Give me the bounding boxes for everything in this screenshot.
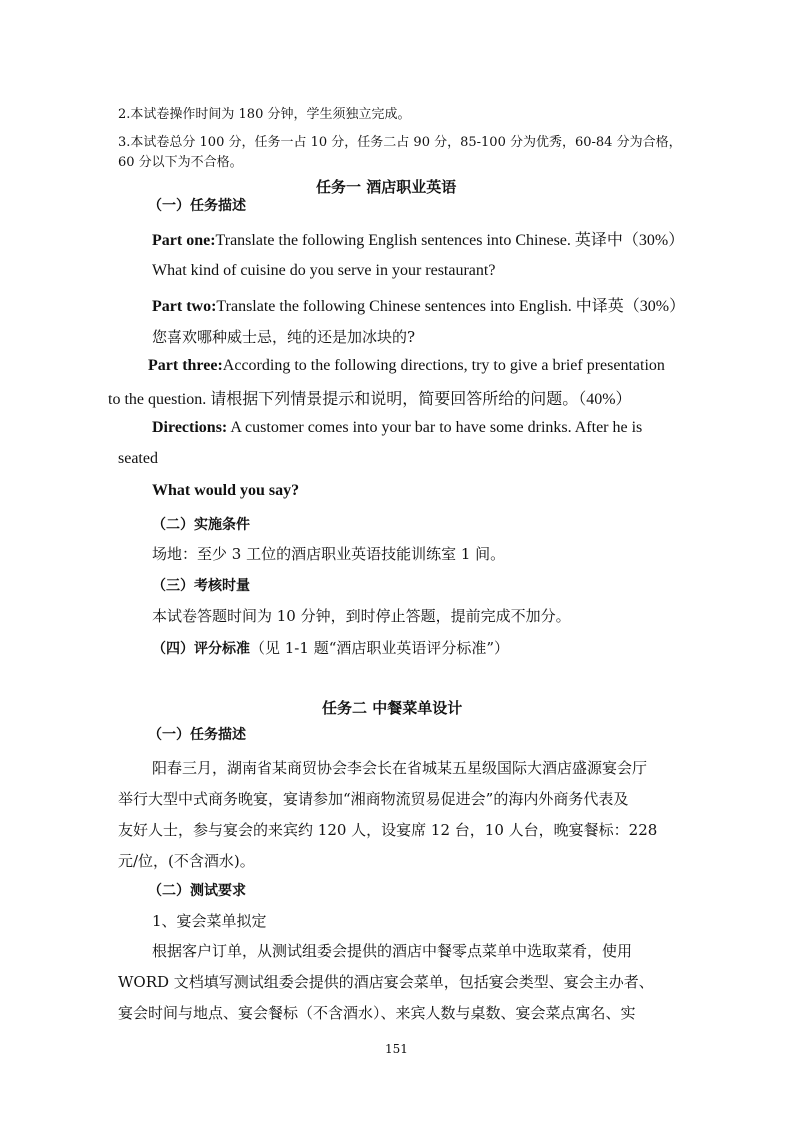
task2-para1-line2: 举行大型中式商务晚宴，宴请参加“湘商物流贸易促进会”的海内外商务代表及 bbox=[118, 790, 629, 808]
task1-part1 bbox=[152, 227, 684, 250]
page-number: 151 bbox=[385, 1042, 408, 1056]
task1-part1-sentence: What kind of cuisine do you serve in your restaurant? bbox=[152, 262, 496, 279]
task1-cond-text: 场地：至少 3 工位的酒店职业英语技能训练室 1 间。 bbox=[152, 545, 506, 563]
task1-score-note: （见 1-1 题“酒店职业英语评分标准”） bbox=[250, 639, 510, 657]
task1-desc-heading: （一）任务描述 bbox=[148, 198, 246, 214]
task1-part2 bbox=[152, 293, 685, 316]
task1-cond-heading: （二）实施条件 bbox=[152, 517, 250, 533]
task1-time-text: 本试卷答题时间为 10 分钟，到时停止答题，提前完成不加分。 bbox=[152, 607, 571, 625]
task2-req-heading: （二）测试要求 bbox=[148, 883, 246, 899]
task1-directions bbox=[152, 419, 642, 437]
task2-para2-line2: WORD 文档填写测试组委会提供的酒店宴会菜单，包括宴会类型、宴会主办者、 bbox=[118, 973, 654, 991]
task1-part2-sentence: 您喜欢哪种威士忌，纯的还是加冰块的? bbox=[152, 328, 416, 346]
task1-score-heading: （四）评分标准 bbox=[152, 641, 250, 657]
task2-para1-line4: 元/位，(不含酒水)。 bbox=[118, 852, 255, 870]
part1-label: Part one: bbox=[152, 232, 216, 249]
task2-para1-line3: 友好人士，参与宴会的来宾约 120 人，设宴席 12 台，10 人台，晚宴餐标：228 bbox=[118, 821, 658, 839]
task1-directions-text2: seated bbox=[118, 450, 158, 467]
task1-question: What would you say? bbox=[152, 482, 300, 499]
directions-label: Directions: bbox=[152, 419, 228, 436]
task2-para2-line3: 宴会时间与地点、宴会餐标（不含酒水）、来宾人数与桌数、宴会菜点寓名、实 bbox=[118, 1004, 636, 1022]
task2-req-item1: 1、宴会菜单拟定 bbox=[152, 912, 267, 930]
task2-title: 任务二 中餐菜单设计 bbox=[322, 699, 463, 717]
directions-text: A customer comes into your bar to have some drinks. After he is bbox=[227, 419, 643, 436]
task2-para1-line1: 阳春三月，湖南省某商贸协会李会长在省城某五星级国际大酒店盛源宴会厅 bbox=[152, 759, 648, 777]
task1-part3-text2: to the question. 请根据下列情景提示和说明，简要回答所给的问题。（40%） bbox=[108, 391, 632, 408]
part3-label: Part three: bbox=[148, 357, 223, 374]
task1-score-line bbox=[152, 637, 509, 658]
intro-line-3a: 3.本试卷总分 100 分，任务一占 10 分，任务二占 90 分，85-100 分为优秀，60-84 分为合格， bbox=[118, 135, 682, 150]
part2-text: Translate the following Chinese sentences into English. 中译英（30%） bbox=[216, 298, 686, 315]
task1-time-heading: （三）考核时量 bbox=[152, 578, 250, 594]
task2-desc-heading: （一）任务描述 bbox=[148, 727, 246, 743]
task1-title: 任务一 酒店职业英语 bbox=[316, 178, 457, 196]
intro-line-3b: 60 分以下为不合格。 bbox=[118, 155, 243, 170]
intro-line-2: 2.本试卷操作时间为 180 分钟，学生须独立完成。 bbox=[118, 107, 411, 122]
task2-para2-line1: 根据客户订单，从测试组委会提供的酒店中餐零点菜单中选取菜肴，使用 bbox=[152, 942, 633, 960]
part2-label: Part two: bbox=[152, 298, 217, 315]
task1-part3 bbox=[148, 357, 665, 375]
part3-text: According to the following directions, try to give a brief presentation bbox=[222, 357, 665, 374]
part1-text: Translate the following English sentences into Chinese. 英译中（30%） bbox=[215, 232, 685, 249]
